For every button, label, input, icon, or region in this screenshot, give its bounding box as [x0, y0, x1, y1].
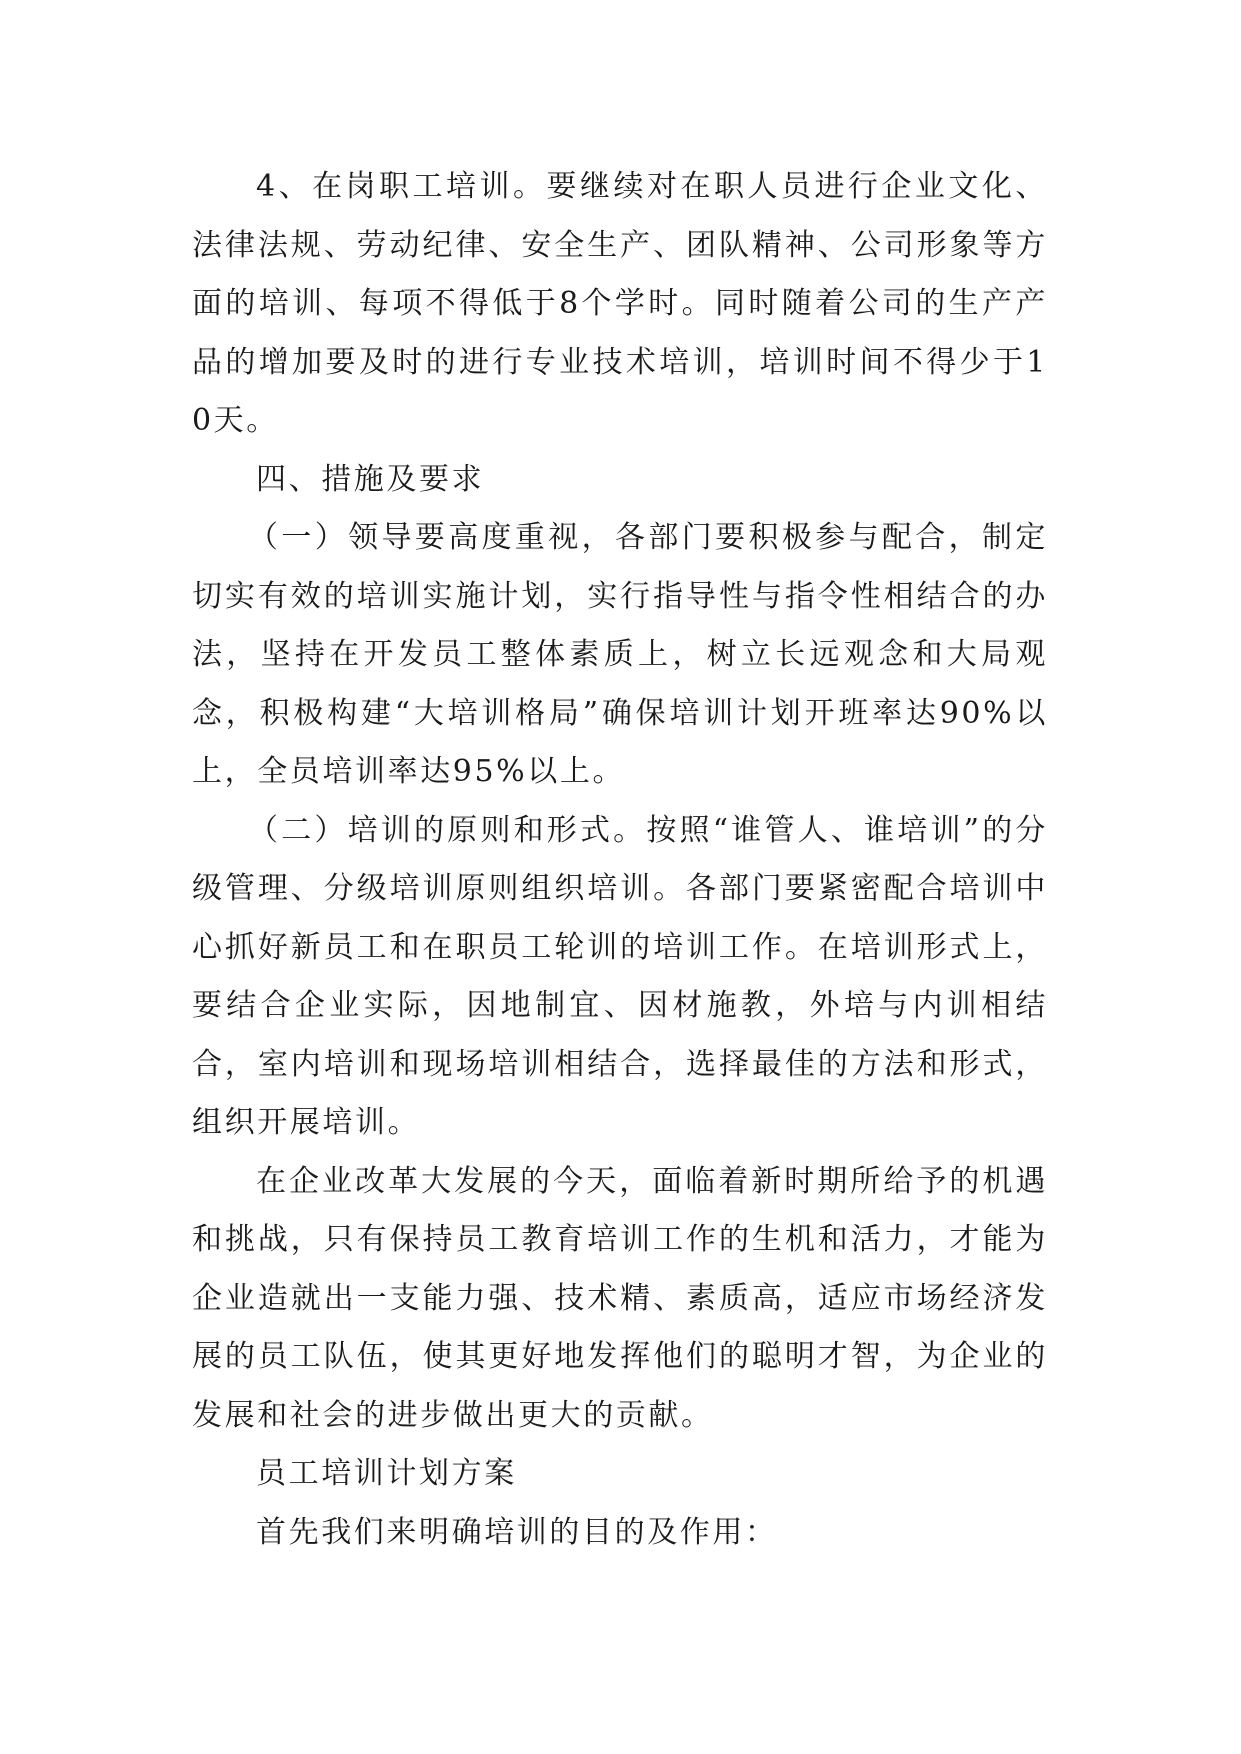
- paragraph-in-service-training: 4、在岗职工培训。要继续对在职人员进行企业文化、法律法规、劳动纪律、安全生产、团队精神、公司形象等方面的培训、每项不得低于8个学时。同时随着公司的生产产品的增加要及时的进行专业技术培训，培训时间不得少于10天。: [192, 169, 1048, 438]
- paragraph-conclusion: 在企业改革大发展的今天，面临着新时期所给予的机遇和挑战，只有保持员工教育培训工作的生机和活力，才能为企业造就出一支能力强、技术精、素质高，适应市场经济发展的员工队伍，使其更好地发挥他们的聪明才智，为企业的发展和社会的进步做出更大的贡献。: [192, 1163, 1048, 1433]
- paragraph-purpose-intro: 首先我们来明确培训的目的及作用：: [256, 1514, 778, 1550]
- document-body: [192, 158, 1048, 1562]
- paragraph-principles: （二）培训的原则和形式。按照“谁管人、谁培训”的分级管理、分级培训原则组织培训。各部门要紧密配合培训中心抓好新员工和在职员工轮训的培训工作。在培训形式上，要结合企业实际，因地制宜、因材施教，外培与内训相结合，室内培训和现场培训相结合，选择最佳的方法和形式，组织开展培训。: [192, 812, 1048, 1140]
- section-heading-measures: 四、措施及要求: [256, 461, 485, 497]
- heading-training-plan: 员工培训计划方案: [256, 1456, 517, 1491]
- paragraph-leadership: （一）领导要高度重视，各部门要积极参与配合，制定切实有效的培训实施计划，实行指导性与指令性相结合的办法，坚持在开发员工整体素质上，树立长远观念和大局观念，积极构建“大培训格局”确保培训计划开班率达90%以上，全员培训率达95%以上。: [192, 520, 1048, 789]
